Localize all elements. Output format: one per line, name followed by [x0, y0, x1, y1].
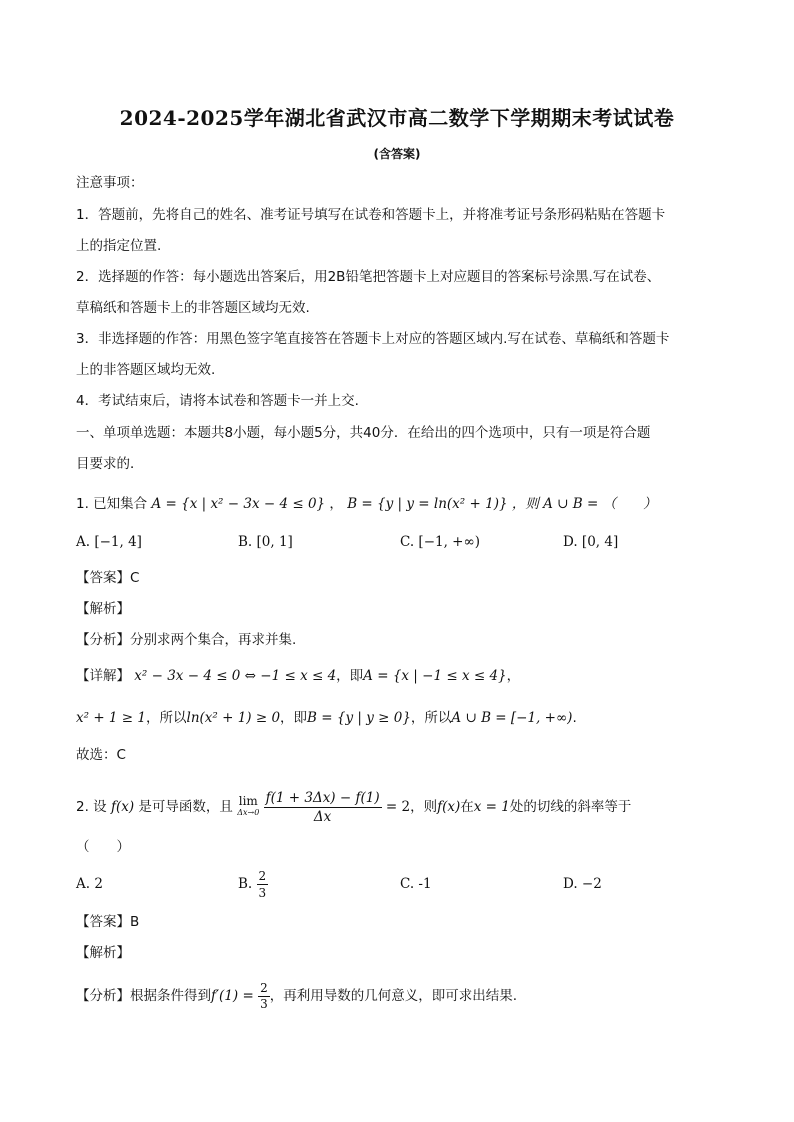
q2-fenxi [76, 978, 517, 1014]
q1-detail-suoyi: ，所以 [146, 710, 187, 726]
q2-x1: x = 1 [473, 799, 510, 815]
section-heading-b: 目要求的． [76, 456, 144, 472]
q2-lim-word: lim [238, 794, 258, 808]
q1-detail-ji: ，即 [336, 668, 364, 684]
q1-detail-suoyi2: ，所以 [410, 710, 452, 726]
q1-detail-set-b: B = {y | y ≥ 0} [307, 710, 411, 726]
q1-set-a: A = {x | x² − 3x − 4 ≤ 0} [151, 496, 326, 512]
q2-lim-sub: Δx→0 [237, 808, 260, 817]
q2-option-b-den: 3 [258, 886, 267, 900]
q2-option-a: A. 2 [76, 876, 103, 892]
q1-detail-union: A ∪ B = [−1, +∞) [451, 710, 573, 726]
q2-analysis-label: 【解析】 [76, 945, 130, 961]
notice-item-3a: 3．非选择题的作答：用黑色签字笔直接答在答题卡上对应的答题区域内.写在试卷、草稿纸和答题卡 [76, 331, 670, 347]
q2-fenxi-b: ，再利用导数的几何意义，即可求出结果. [269, 988, 518, 1004]
q1-detail-ineq: x² − 3x − 4 ≤ 0 ⇔ −1 ≤ x ≤ 4 [134, 668, 337, 684]
q2-option-b-num: 2 [258, 869, 267, 883]
exam-subtitle: (含答案) [373, 147, 421, 161]
q2-fenxi-a: 【分析】根据条件得到 [76, 988, 211, 1004]
exam-title: 2024-2025学年湖北省武汉市高二数学下学期期末考试试卷 [119, 106, 675, 130]
q1-detail-set-a: A = {x | −1 ≤ x ≤ 4} [363, 668, 507, 684]
q1-sep: ， [329, 496, 343, 512]
q1-detail-label: 【详解】 [76, 668, 130, 684]
q1-answer: 【答案】C [76, 570, 140, 586]
q1-stem [76, 495, 657, 513]
q2-option-c: C. -1 [400, 876, 432, 892]
q1-set-b: B = {y | y = ln(x² + 1)} [347, 496, 508, 512]
q2-frac-num: f(1 + 3Δx) − f(1) [265, 789, 380, 806]
q2-fraction [264, 789, 382, 826]
q1-detail-comma: ， [506, 668, 521, 684]
q2-eq: = 2 [381, 799, 411, 815]
q1-detail-x2: x² + 1 ≥ 1 [76, 710, 146, 726]
q2-fenxi-num: 2 [260, 980, 268, 995]
q2-prefix: 2. 设 [76, 799, 107, 815]
notice-item-1a: 1．答题前，先将自己的姓名、准考证号填写在试卷和答题卡上，并将准考证号条形码粘贴在答题卡 [76, 207, 666, 223]
q1-option-d: D. [0, 4] [563, 534, 619, 550]
q2-option-b [238, 868, 268, 901]
section-heading-a: 一、单项单选题：本题共8小题，每小题5分，共40分．在给出的四个选项中，只有一项是符合题 [76, 425, 651, 441]
q2-text4: 处的切线的斜率等于 [509, 799, 632, 815]
q1-detail-period: . [572, 710, 577, 726]
q1-option-a: A. [−1, 4] [76, 534, 142, 550]
notice-item-2a: 2．选择题的作答：每小题选出答案后，用2B铅笔把答题卡上对应题目的答案标号涂黑.写在试卷、 [76, 269, 661, 285]
notice-item-2b: 草稿纸和答题卡上的非答题区域均无效. [76, 300, 310, 316]
q1-prefix: 1. 已知集合 [76, 496, 148, 512]
q2-frac-den: Δx [313, 808, 332, 825]
notice-heading: 注意事项： [76, 175, 144, 191]
q1-detail-line-1 [76, 667, 520, 685]
q2-fenxi-frac [258, 981, 270, 1012]
q1-choose: 故选：C [76, 747, 126, 763]
q2-fenxi-den: 3 [260, 996, 268, 1011]
notice-item-3b: 上的非答题区域均无效. [76, 362, 216, 378]
q2-text2: ，则 [410, 799, 438, 815]
q2-limit [237, 796, 259, 818]
notice-item-4: 4．考试结束后，请将本试卷和答题卡一并上交. [76, 393, 359, 409]
q2-fx2: f(x) [437, 799, 461, 815]
q1-option-c: C. [−1, +∞) [400, 534, 481, 550]
q1-fenxi: 【分析】分别求两个集合，再求并集. [76, 632, 297, 648]
q2-option-b-frac [257, 868, 269, 901]
q1-suffix: ，则 A ∪ B = （ ） [511, 496, 657, 512]
q1-option-b: B. [0, 1] [238, 534, 293, 550]
q2-text1: 是可导函数，且 [138, 799, 233, 815]
q2-text3: 在 [460, 799, 474, 815]
notice-item-1b: 上的指定位置. [76, 238, 162, 254]
q2-paren: （ ） [76, 839, 130, 855]
q2-fenxi-m: f′(1) = [211, 988, 254, 1004]
q2-stem [76, 787, 631, 827]
q2-option-b-label: B. [238, 876, 253, 892]
q2-answer: 【答案】B [76, 914, 140, 930]
q2-fx: f(x) [110, 799, 135, 815]
q1-detail-ji2: ，即 [280, 710, 308, 726]
q1-detail-line-2 [76, 709, 577, 727]
q1-detail-ln: ln(x² + 1) ≥ 0 [186, 710, 281, 726]
q1-analysis-label: 【解析】 [76, 601, 130, 617]
q2-option-d: D. −2 [563, 876, 602, 892]
